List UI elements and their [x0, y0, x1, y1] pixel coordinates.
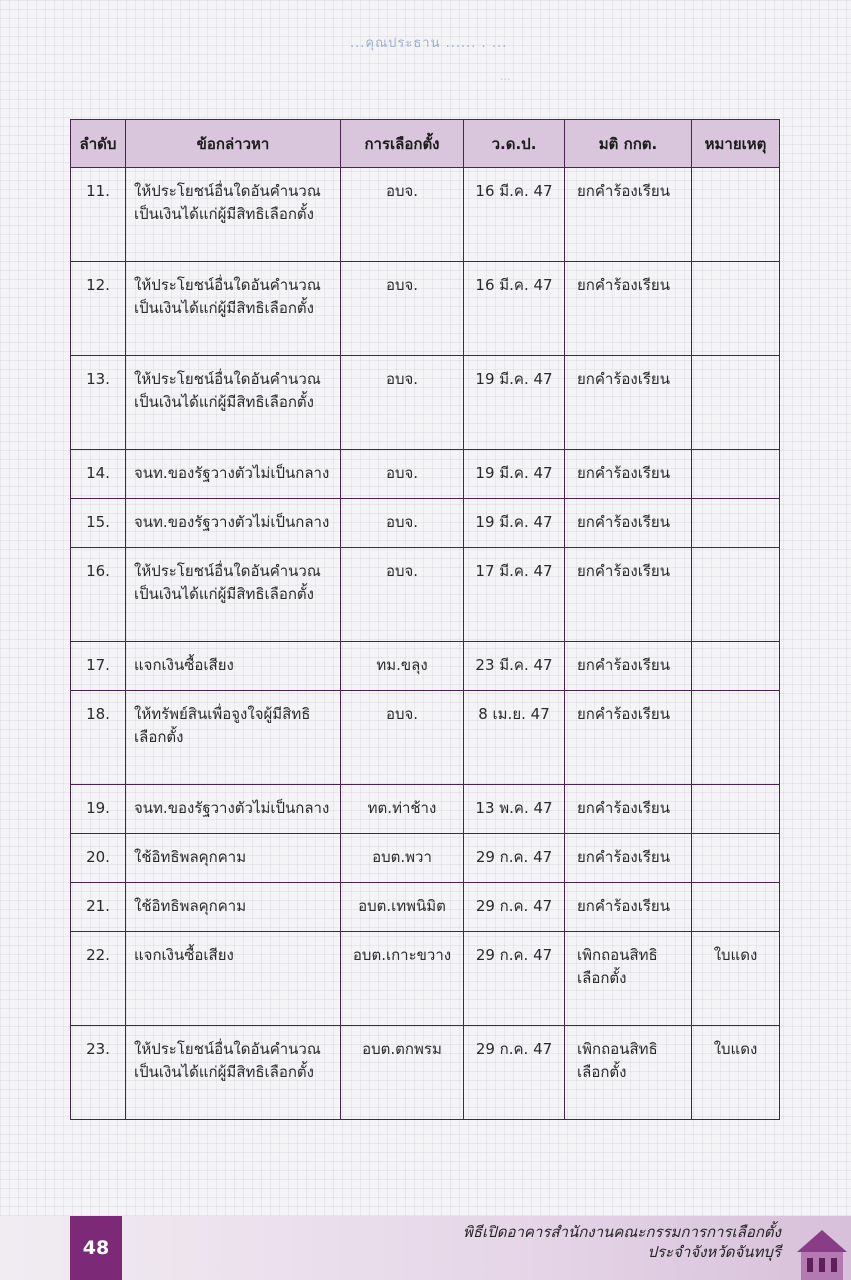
cell-election: อบต.เทพนิมิต: [341, 883, 464, 932]
cell-date: 16 มี.ค. 47: [464, 262, 565, 356]
cell-election: อบจ.: [341, 691, 464, 785]
cell-resolution-line: ยกคำร้องเรียน: [577, 464, 670, 482]
cell-number: 19.: [71, 785, 126, 834]
cell-number: 15.: [71, 499, 126, 548]
cell-charge-line: ให้ทรัพย์สินเพื่อจูงใจผู้มีสิทธิ: [134, 705, 311, 723]
cell-charge-line: เป็นเงินได้แก่ผู้มีสิทธิเลือกตั้ง: [134, 393, 314, 412]
cell-date: 19 มี.ค. 47: [464, 356, 565, 450]
cell-charge: [126, 1026, 341, 1120]
cell-resolution: [565, 932, 692, 1026]
cell-note: [692, 356, 780, 450]
header-stamp-secondary: ...: [500, 70, 511, 83]
cell-resolution-line: ยกคำร้องเรียน: [577, 656, 670, 674]
cell-resolution-line: ยกคำร้องเรียน: [577, 513, 670, 531]
cell-resolution-line: เลือกตั้ง: [577, 969, 627, 988]
table-row: [71, 785, 780, 834]
cell-note: [692, 642, 780, 691]
cell-note: [692, 168, 780, 262]
cell-number: 23.: [71, 1026, 126, 1120]
cell-election: อบจ.: [341, 168, 464, 262]
cell-note: [692, 691, 780, 785]
cell-note: ใบแดง: [692, 932, 780, 1026]
cell-resolution: [565, 548, 692, 642]
cell-charge: [126, 262, 341, 356]
cell-charge-line: ใช้อิทธิพลคุกคาม: [134, 897, 247, 915]
cell-date: 29 ก.ค. 47: [464, 834, 565, 883]
cell-resolution-line: ยกคำร้องเรียน: [577, 182, 670, 200]
building-icon: [793, 1222, 851, 1280]
cell-charge-line: เลือกตั้ง: [134, 728, 184, 747]
cell-number: 13.: [71, 356, 126, 450]
cell-charge: [126, 834, 341, 883]
cell-election: อบจ.: [341, 262, 464, 356]
table-row: [71, 1026, 780, 1120]
cell-charge: [126, 883, 341, 932]
col-header-resolution: มติ กกต.: [565, 120, 692, 168]
table-row: [71, 691, 780, 785]
cell-charge: [126, 356, 341, 450]
cell-note: [692, 262, 780, 356]
cell-election: อบจ.: [341, 548, 464, 642]
table-row: [71, 834, 780, 883]
col-header-election: การเลือกตั้ง: [341, 120, 464, 168]
cell-election: อบต.พวา: [341, 834, 464, 883]
cell-charge: [126, 642, 341, 691]
cell-date: 8 เม.ย. 47: [464, 691, 565, 785]
cell-charge-line: ให้ประโยชน์อื่นใดอันคำนวณ: [134, 182, 321, 200]
cell-date: 16 มี.ค. 47: [464, 168, 565, 262]
cell-resolution: [565, 1026, 692, 1120]
cell-resolution-line: ยกคำร้องเรียน: [577, 705, 670, 723]
footer-caption: [381, 1222, 781, 1263]
cell-number: 17.: [71, 642, 126, 691]
cell-resolution-line: เลือกตั้ง: [577, 1063, 627, 1082]
cell-election: อบจ.: [341, 450, 464, 499]
cell-number: 12.: [71, 262, 126, 356]
cell-resolution-line: ยกคำร้องเรียน: [577, 562, 670, 580]
cell-resolution-line: ยกคำร้องเรียน: [577, 799, 670, 817]
cell-charge-line: แจกเงินซื้อเสียง: [134, 656, 234, 674]
cell-note: [692, 548, 780, 642]
cell-date: 29 ก.ค. 47: [464, 1026, 565, 1120]
table-row: [71, 499, 780, 548]
cell-resolution: [565, 356, 692, 450]
cell-election: อบต.ตกพรม: [341, 1026, 464, 1120]
complaints-table: [70, 119, 780, 1120]
cell-number: 11.: [71, 168, 126, 262]
header-stamp: ...คุณประธาน ...... . ...: [350, 36, 508, 51]
cell-election: อบต.เกาะขวาง: [341, 932, 464, 1026]
cell-date: 19 มี.ค. 47: [464, 499, 565, 548]
cell-date: 19 มี.ค. 47: [464, 450, 565, 499]
cell-election: อบจ.: [341, 356, 464, 450]
cell-number: 18.: [71, 691, 126, 785]
cell-resolution-line: เพิกถอนสิทธิ: [577, 946, 658, 964]
cell-charge: [126, 450, 341, 499]
table-row: [71, 642, 780, 691]
cell-resolution: [565, 262, 692, 356]
cell-charge: [126, 548, 341, 642]
cell-number: 22.: [71, 932, 126, 1026]
cell-resolution: [565, 642, 692, 691]
cell-charge: [126, 499, 341, 548]
table-row: [71, 548, 780, 642]
cell-charge-line: ให้ประโยชน์อื่นใดอันคำนวณ: [134, 370, 321, 388]
cell-note: [692, 785, 780, 834]
cell-resolution: [565, 834, 692, 883]
cell-resolution: [565, 168, 692, 262]
cell-election: ทต.ท่าช้าง: [341, 785, 464, 834]
page-number: 48: [70, 1216, 122, 1280]
cell-note: [692, 834, 780, 883]
cell-date: 23 มี.ค. 47: [464, 642, 565, 691]
cell-date: 13 พ.ค. 47: [464, 785, 565, 834]
cell-number: 21.: [71, 883, 126, 932]
table-header-row: [71, 120, 780, 168]
cell-number: 14.: [71, 450, 126, 499]
cell-resolution-line: ยกคำร้องเรียน: [577, 897, 670, 915]
cell-note: [692, 499, 780, 548]
cell-charge-line: เป็นเงินได้แก่ผู้มีสิทธิเลือกตั้ง: [134, 205, 314, 224]
cell-note: ใบแดง: [692, 1026, 780, 1120]
col-header-charge: ข้อกล่าวหา: [126, 120, 341, 168]
cell-resolution-line: ยกคำร้องเรียน: [577, 370, 670, 388]
cell-charge-line: เป็นเงินได้แก่ผู้มีสิทธิเลือกตั้ง: [134, 585, 314, 604]
cell-resolution: [565, 499, 692, 548]
cell-charge-line: จนท.ของรัฐวางตัวไม่เป็นกลาง: [134, 464, 330, 482]
cell-charge-line: เป็นเงินได้แก่ผู้มีสิทธิเลือกตั้ง: [134, 1063, 314, 1082]
table-row: [71, 356, 780, 450]
table-row: [71, 168, 780, 262]
table-row: [71, 932, 780, 1026]
cell-resolution-line: ยกคำร้องเรียน: [577, 276, 670, 294]
cell-number: 16.: [71, 548, 126, 642]
footer-caption-line2: ประจำจังหวัดจันทบุรี: [647, 1243, 781, 1262]
cell-charge-line: ให้ประโยชน์อื่นใดอันคำนวณ: [134, 1040, 321, 1058]
cell-charge: [126, 691, 341, 785]
table-row: [71, 450, 780, 499]
cell-charge-line: ใช้อิทธิพลคุกคาม: [134, 848, 247, 866]
cell-charge-line: แจกเงินซื้อเสียง: [134, 946, 234, 964]
cell-election: ทม.ขลุง: [341, 642, 464, 691]
cell-charge-line: ให้ประโยชน์อื่นใดอันคำนวณ: [134, 276, 321, 294]
table-row: [71, 883, 780, 932]
cell-resolution-line: เพิกถอนสิทธิ: [577, 1040, 658, 1058]
cell-election: อบจ.: [341, 499, 464, 548]
cell-charge-line: จนท.ของรัฐวางตัวไม่เป็นกลาง: [134, 513, 330, 531]
col-header-no: ลำดับ: [71, 120, 126, 168]
col-header-note: หมายเหตุ: [692, 120, 780, 168]
cell-resolution-line: ยกคำร้องเรียน: [577, 848, 670, 866]
cell-resolution: [565, 785, 692, 834]
col-header-date: ว.ด.ป.: [464, 120, 565, 168]
cell-note: [692, 450, 780, 499]
cell-resolution: [565, 691, 692, 785]
cell-charge: [126, 932, 341, 1026]
cell-resolution: [565, 450, 692, 499]
cell-number: 20.: [71, 834, 126, 883]
table-body: [71, 168, 780, 1120]
cell-resolution: [565, 883, 692, 932]
cell-charge-line: จนท.ของรัฐวางตัวไม่เป็นกลาง: [134, 799, 330, 817]
table-row: [71, 262, 780, 356]
cell-charge-line: ให้ประโยชน์อื่นใดอันคำนวณ: [134, 562, 321, 580]
cell-date: 29 ก.ค. 47: [464, 932, 565, 1026]
cell-charge: [126, 168, 341, 262]
cell-date: 29 ก.ค. 47: [464, 883, 565, 932]
footer-caption-line1: พิธีเปิดอาคารสำนักงานคณะกรรมการการเลือกตั้ง: [463, 1223, 781, 1241]
cell-note: [692, 883, 780, 932]
cell-charge-line: เป็นเงินได้แก่ผู้มีสิทธิเลือกตั้ง: [134, 299, 314, 318]
cell-charge: [126, 785, 341, 834]
cell-date: 17 มี.ค. 47: [464, 548, 565, 642]
